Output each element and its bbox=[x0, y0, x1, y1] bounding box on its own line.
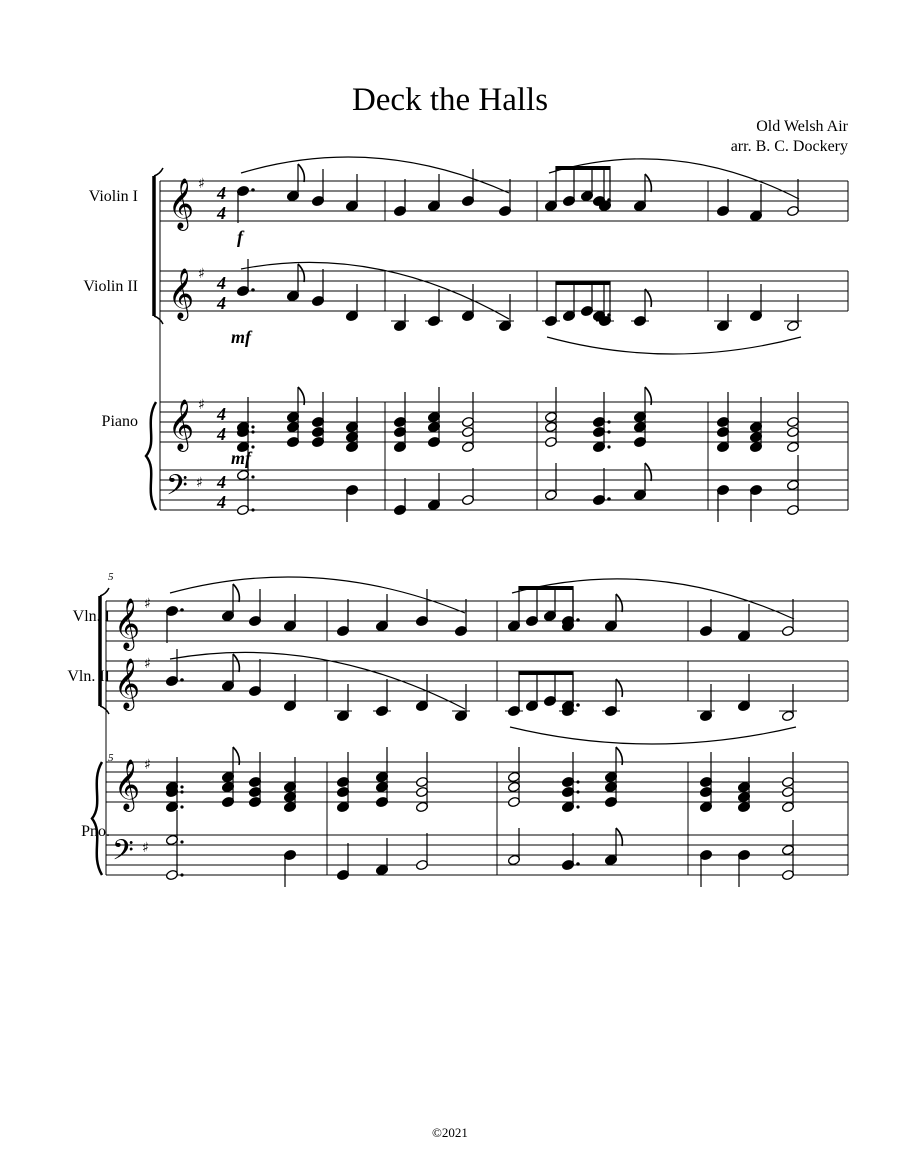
violin-bracket-hook bbox=[100, 588, 109, 596]
time-signature-bottom: 4 bbox=[217, 293, 226, 313]
instrument-label-piano-short: Pno. bbox=[81, 823, 110, 840]
note-dot bbox=[180, 678, 184, 682]
piano-brace bbox=[146, 402, 156, 510]
beam bbox=[519, 671, 573, 675]
note-dot bbox=[607, 430, 610, 433]
note-flag bbox=[645, 463, 651, 481]
note-dot bbox=[251, 430, 254, 433]
bass-clef: 𝄢 bbox=[166, 469, 188, 509]
note-dot bbox=[180, 873, 183, 876]
treble-clef: 𝄞 bbox=[168, 399, 195, 450]
note-dot bbox=[180, 790, 183, 793]
key-signature-sharp: ♯ bbox=[142, 840, 149, 856]
note-flag bbox=[616, 679, 622, 697]
copyright-notice: ©2021 bbox=[432, 1125, 468, 1140]
note-dot bbox=[607, 313, 611, 317]
instrument-label-violin1: Violin I bbox=[88, 188, 138, 205]
violin2-dynamic: mf bbox=[231, 327, 251, 347]
instrument-label-violin2-short: Vln. II bbox=[67, 668, 110, 685]
note-dot bbox=[251, 508, 254, 511]
time-signature-bottom: 4 bbox=[217, 424, 226, 444]
violin1-dynamic: f bbox=[237, 227, 243, 247]
note-dot bbox=[607, 420, 610, 423]
violin-bracket-hook bbox=[154, 168, 163, 176]
note-flag bbox=[616, 828, 622, 846]
measure-number-piano: 5 bbox=[108, 752, 114, 764]
key-signature-sharp: ♯ bbox=[144, 656, 151, 672]
note-dot bbox=[180, 785, 183, 788]
treble-clef: 𝄞 bbox=[114, 658, 141, 709]
piano-brace bbox=[92, 762, 102, 875]
note-flag bbox=[298, 164, 304, 182]
instrument-label-violin2: Violin II bbox=[83, 278, 138, 295]
key-signature-sharp: ♯ bbox=[144, 757, 151, 773]
key-signature-sharp: ♯ bbox=[198, 176, 205, 192]
note-dot bbox=[251, 288, 255, 292]
arranger-credit: arr. B. C. Dockery bbox=[730, 138, 848, 155]
note-flag bbox=[645, 289, 651, 307]
treble-clef: 𝄞 bbox=[168, 268, 195, 319]
note-dot bbox=[180, 608, 184, 612]
slur bbox=[170, 577, 465, 613]
treble-clef: 𝄞 bbox=[114, 598, 141, 649]
treble-clef: 𝄞 bbox=[114, 759, 141, 810]
note-dot bbox=[251, 475, 254, 478]
key-signature-sharp: ♯ bbox=[144, 596, 151, 612]
slur bbox=[241, 157, 509, 193]
piece-title: Deck the Halls bbox=[351, 82, 549, 118]
composer-credit: Old Welsh Air bbox=[756, 118, 848, 135]
time-signature-top: 4 bbox=[217, 472, 226, 492]
bass-clef: 𝄢 bbox=[112, 834, 134, 874]
time-signature-top: 4 bbox=[217, 183, 226, 203]
violin-bracket-hook bbox=[154, 316, 163, 324]
note-dot bbox=[576, 780, 579, 783]
note-dot bbox=[251, 445, 254, 448]
note-dot bbox=[576, 703, 580, 707]
note-flag bbox=[233, 654, 239, 672]
time-signature-bottom: 4 bbox=[217, 492, 226, 512]
note-flag bbox=[645, 174, 651, 192]
instrument-label-piano: Piano bbox=[101, 413, 138, 430]
slur bbox=[547, 337, 801, 354]
measure-number: 5 bbox=[108, 571, 114, 583]
note-dot bbox=[607, 497, 611, 501]
note-flag bbox=[616, 594, 622, 612]
note-flag bbox=[233, 584, 239, 602]
note-dot bbox=[180, 840, 183, 843]
note-dot bbox=[576, 790, 579, 793]
slur bbox=[510, 727, 796, 744]
note-dot bbox=[576, 805, 579, 808]
time-signature-top: 4 bbox=[217, 404, 226, 424]
time-signature-bottom: 4 bbox=[217, 203, 226, 223]
beam bbox=[556, 281, 610, 285]
note-flag bbox=[298, 264, 304, 282]
note-dot bbox=[607, 445, 610, 448]
key-signature-sharp: ♯ bbox=[196, 475, 203, 491]
note-dot bbox=[180, 805, 183, 808]
note-dot bbox=[576, 862, 580, 866]
time-signature-top: 4 bbox=[217, 273, 226, 293]
key-signature-sharp: ♯ bbox=[198, 397, 205, 413]
note-dot bbox=[576, 618, 580, 622]
note-dot bbox=[607, 198, 611, 202]
treble-clef: 𝄞 bbox=[168, 178, 195, 229]
note-dot bbox=[251, 425, 254, 428]
key-signature-sharp: ♯ bbox=[198, 266, 205, 282]
violin-bracket-hook bbox=[100, 706, 109, 714]
piano-dynamic: mf bbox=[231, 448, 251, 468]
instrument-label-violin1-short: Vln. I bbox=[72, 608, 110, 625]
note-dot bbox=[251, 188, 255, 192]
